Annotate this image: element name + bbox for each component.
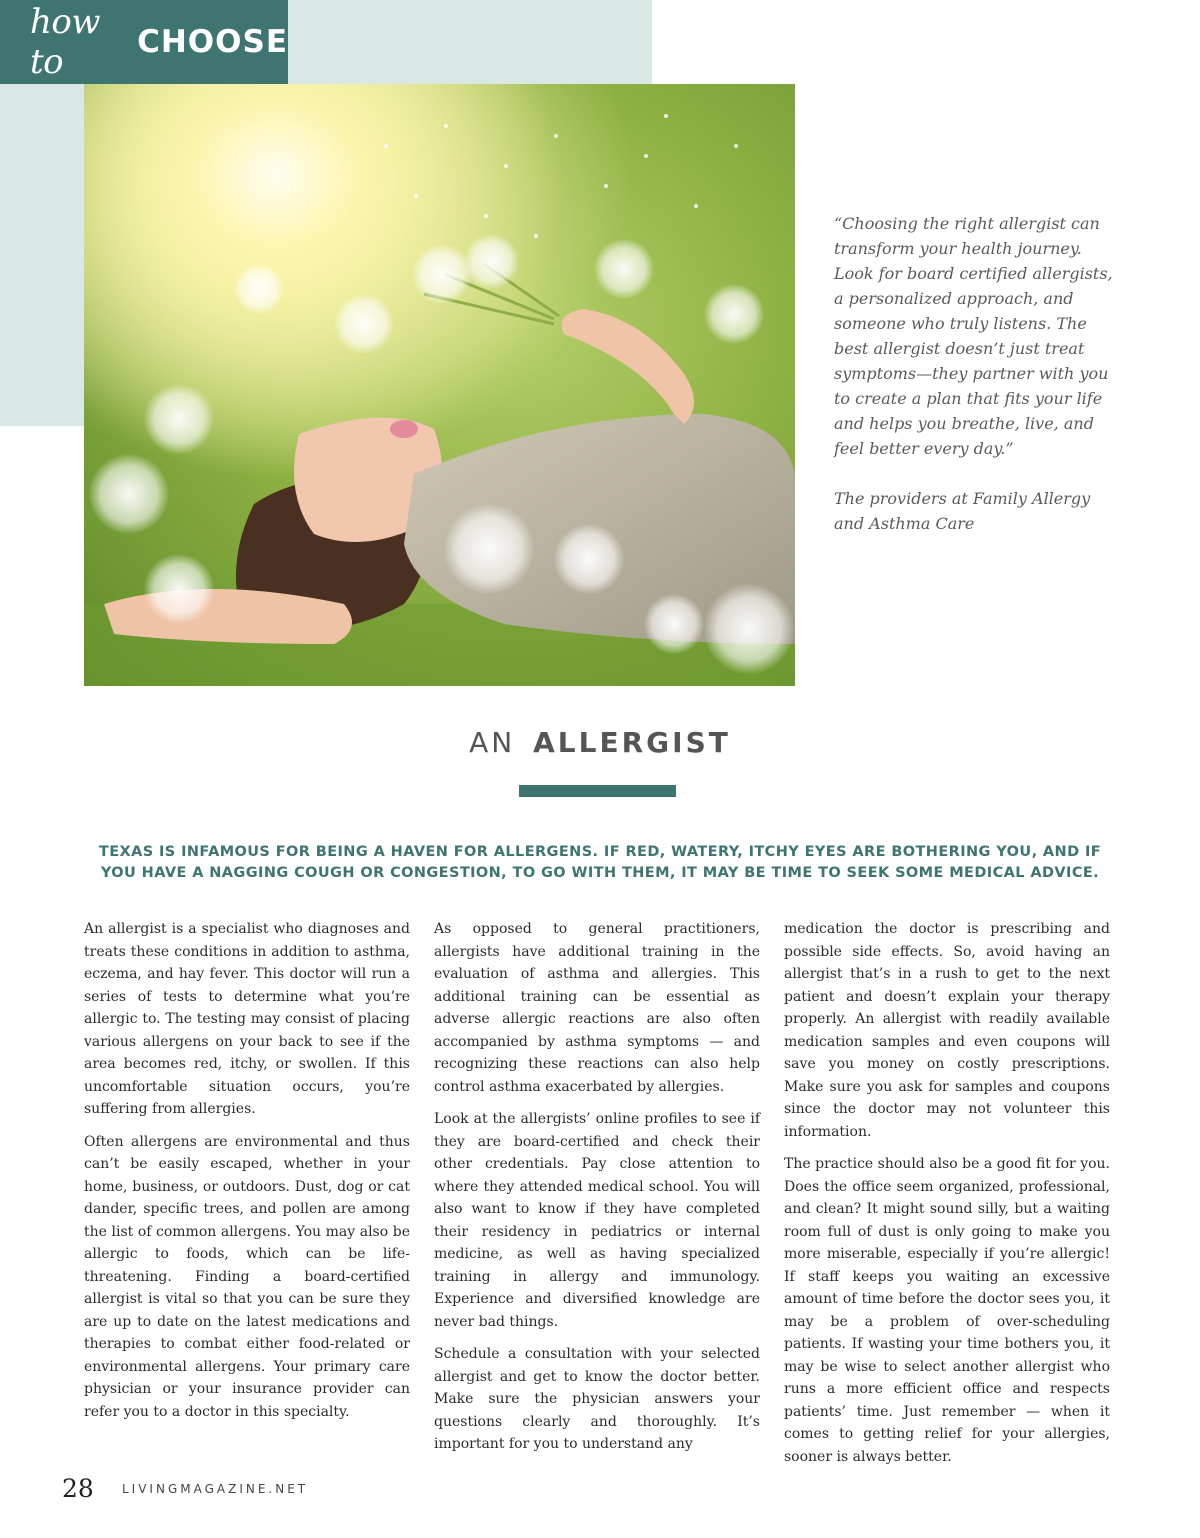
site-url: LIVINGMAGAZINE.NET xyxy=(122,1482,309,1496)
dandelion-seed xyxy=(484,214,488,218)
paragraph: As opposed to general practitioners, allergists have additional training in the evaluation of asthma and allergies. This additional training can be essential as adverse allergic reactions are also often accompanied by asthma symptoms — and recognizing these reactions can also help control asthma exacerbated by allergies. xyxy=(434,921,760,1095)
dandelion-puff xyxy=(444,504,534,594)
paragraph: The practice should also be a good fit for you. Does the office seem organized, professional, and clean? It might sound silly, but a waiting room full of dust is only going to make you more miserable, especially if you’re allergic! If staff keeps you waiting an excessive amount of time before the doctor sees you, it may be a problem of over-scheduling patients. If wasting your time bothers you, it may be wise to select another allergist who runs a more efficient office and respects patients’ time. Just remember — when it comes to getting relief for your allergies, sooner is always better. xyxy=(784,1156,1110,1465)
paragraph: medication the doctor is prescribing and possible side effects. So, avoid having an allergist that’s in a rush to get to the next patient and doesn’t explain your therapy properly. An allergist with readily available medication samples and even coupons will save you money on costly prescriptions. Make sure you ask for samples and coupons since the doctor may not volunteer this information. xyxy=(784,921,1110,1140)
article-subheading: TEXAS IS INFAMOUS FOR BEING A HAVEN FOR ALLERGENS. IF RED, WATERY, ITCHY EYES ARE BOTHERING YOU, AND IF YOU HAVE A NAGGING COUGH OR CONGESTION, TO GO WITH THEM, IT MAY BE TIME TO SEEK SOME MEDICAL ADVICE. xyxy=(98,844,1102,881)
dandelion-seed xyxy=(734,144,738,148)
dandelion-puff xyxy=(334,294,394,354)
dandelion-seed xyxy=(694,204,698,208)
dandelion-puff xyxy=(412,244,472,304)
article-column-2 xyxy=(434,918,760,1466)
paragraph: An allergist is a specialist who diagnoses and treats these conditions in addition to asthma, eczema, and hay fever. This doctor will run a series of tests to determine what you’re allergic to. The testing may consist of placing various allergens on your back to see if the area becomes red, itchy, or swollen. If this uncomfortable situation occurs, you’re suffering from allergies. xyxy=(84,921,410,1117)
dandelion-seed xyxy=(414,194,418,198)
paragraph: Look at the allergists’ online profiles to see if they are board-certified and check their other credentials. Pay close attention to where they attended medical school. You will also want to know if they have completed their residency in pediatrics or internal medicine, as well as having specialized training in allergy and immunology. Experience and diversified knowledge are never bad things. xyxy=(434,1111,760,1330)
dandelion-seed xyxy=(384,144,388,148)
dandelion-seed xyxy=(444,124,448,128)
paragraph: Often allergens are environmental and thus can’t be easily escaped, whether in your home, business, or outdoors. Dust, dog or cat dander, specific trees, and pollen are among the list of common allergens. You may also be allergic to foods, which can be life-threatening. Finding a board-certified allergist is vital so that you can be sure they are up to date on the latest medications and therapies to combat either food-related or environmental allergens. Your primary care physician or your insurance provider can refer you to a doctor in this specialty. xyxy=(84,1133,410,1420)
dandelion-puff xyxy=(144,554,214,624)
dandelion-puff xyxy=(594,239,654,299)
dandelion-puff xyxy=(704,584,794,674)
title-divider xyxy=(519,785,676,797)
article-column-3 xyxy=(784,918,1110,1478)
title-allergist: ALLERGIST xyxy=(533,726,731,759)
header-how-to: how to xyxy=(30,2,100,82)
paragraph: Schedule a consultation with your selected allergist and get to know the doctor better. Make sure the physician answers your questions clearly and thoroughly. It’s important for you to understand any xyxy=(434,1346,760,1452)
dandelion-puff xyxy=(464,234,519,289)
dandelion-seed xyxy=(604,184,608,188)
dandelion-seed xyxy=(644,154,648,158)
page-number: 28 xyxy=(62,1474,94,1503)
title-an: AN xyxy=(469,726,516,759)
dandelion-puff xyxy=(554,524,624,594)
article-title xyxy=(0,726,1200,759)
section-header xyxy=(0,0,288,84)
dandelion-puff xyxy=(144,384,214,454)
header-choose: CHOOSE xyxy=(137,24,288,60)
dandelion-puff xyxy=(704,284,764,344)
pull-quote: “Choosing the right allergist can transform your health journey. Look for board certified allergists, a personalized approach, and someone who truly listens. The best allergist doesn’t just treat symptoms—they partner with you to create a plan that fits your life and helps you breathe, live, and feel better every day.” xyxy=(834,214,1113,458)
dandelion-seed xyxy=(554,134,558,138)
dandelion-seed xyxy=(504,164,508,168)
side-accent-block xyxy=(0,84,84,426)
dandelion-puff xyxy=(644,594,704,654)
quote-attribution: The providers at Family Allergy and Asthma Care xyxy=(834,489,1091,533)
dandelion-seed xyxy=(534,234,538,238)
article-column-1 xyxy=(84,918,410,1433)
dandelion-seed xyxy=(664,114,668,118)
dandelion-puff xyxy=(234,264,284,314)
dandelion-puff xyxy=(89,454,169,534)
hero-photo xyxy=(84,84,795,686)
